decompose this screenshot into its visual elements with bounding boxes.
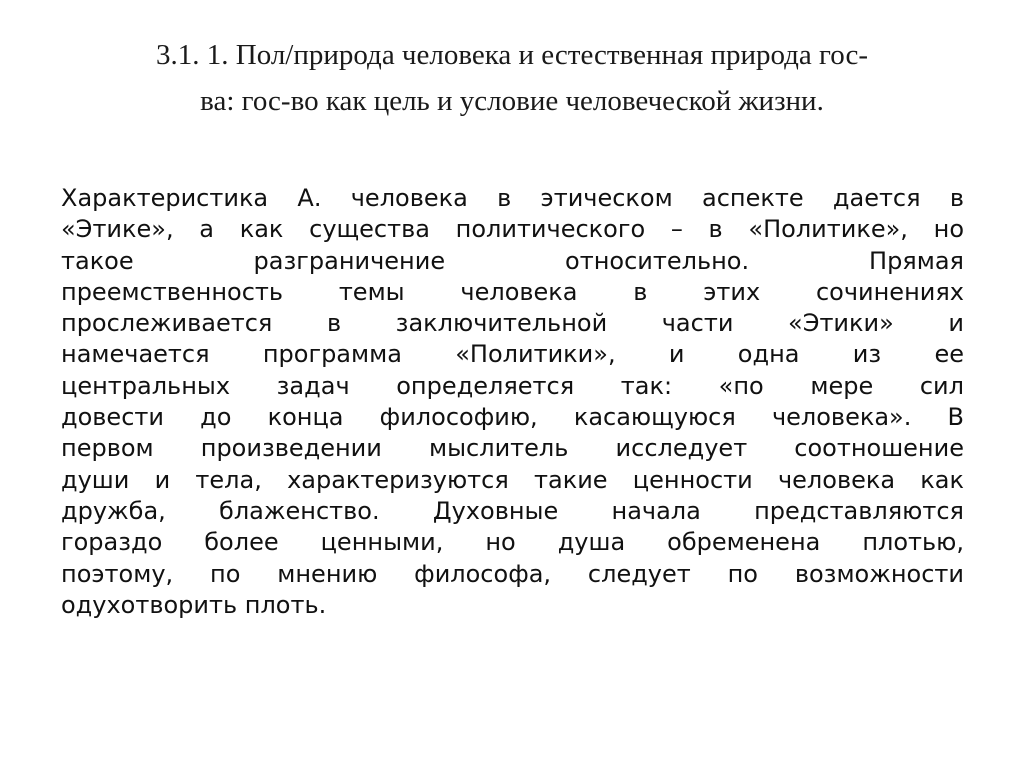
body-line: довести до конца философию, касающуюся человека». В (61, 403, 964, 432)
body-line: прослеживается в заключительной части «Этики» и (61, 309, 964, 338)
body-line: души и тела, характеризуются такие ценности человека как (61, 465, 964, 494)
body-line: поэтому, по мнению философа, следует по возможности (61, 559, 964, 588)
body-line: одухотворить плоть. (61, 590, 327, 619)
body-line: преемственность темы человека в этих сочинениях (61, 277, 964, 306)
title-line: 3.1. 1. Пол/природа человека и естественная природа гос- (156, 39, 868, 71)
body-line: «Этике», а как существа политического – в «Политике», но (61, 215, 964, 244)
body-line: Характеристика А. человека в этическом аспекте дается в (61, 184, 964, 212)
body-line: дружба, блаженство. Духовные начала представляются (61, 496, 964, 525)
title-line: ва: гос-во как цель и условие человеческой жизни. (200, 85, 824, 117)
slide-title (60, 32, 964, 124)
body-line: такое разграничение относительно. Прямая (61, 246, 964, 275)
body-line: гораздо более ценными, но душа обременена плотью, (61, 528, 964, 557)
slide-body (61, 183, 964, 621)
body-line: намечается программа «Политики», и одна из ее (61, 340, 964, 369)
body-line: первом произведении мыслитель исследует соотношение (61, 434, 964, 463)
body-line: центральных задач определяется так: «по мере сил (61, 371, 964, 400)
